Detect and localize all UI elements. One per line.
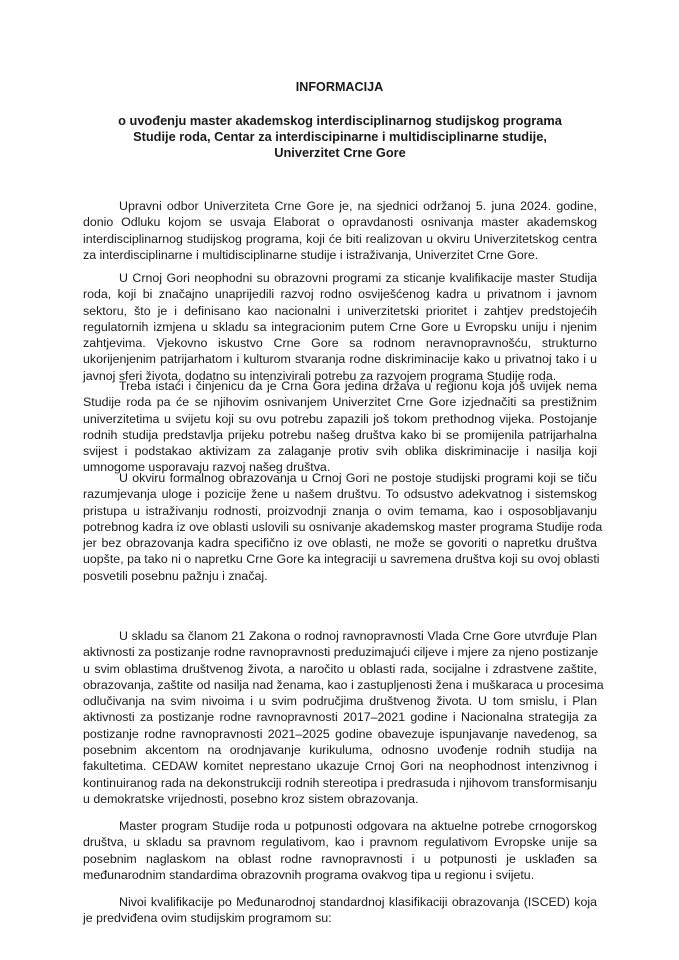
subtitle-line: Studije roda, Centar za interdiscipinarne i multidisciplinarne studije, — [133, 129, 547, 144]
document-subtitle — [60, 113, 620, 161]
paragraph-line: za interdisciplinarne i multidisciplinarne studije i istraživanja, Univerzitet Crne Gore. — [83, 247, 539, 262]
paragraph-line: obrazovanja, zaštite od nasilja nad ženama, kao i zastupljenosti žena i muškaraca u procesima — [83, 677, 604, 692]
paragraph-line: Studije roda pa će se njihovim osnivanjem Univerzitet Crne Gore izjednačiti sa prestižnim — [83, 395, 597, 410]
paragraph-line: svijest i podstakao aktivizam za zalaganje protiv svih oblika diskriminacije i nasilja koji — [83, 444, 597, 459]
paragraph-line: u demokratske vrijednosti, posebno kroz sistem obrazovanja. — [83, 791, 419, 806]
subtitle-line: Univerzitet Crne Gore — [274, 145, 406, 160]
paragraph-line: odlučivanja na svim nivoima i u svim područjima društvenog života. U tom smislu, i Plan — [83, 694, 597, 709]
paragraph-line: U skladu sa članom 21 Zakona o rodnoj ravnopravnosti Vlada Crne Gore utvrđuje Plan — [119, 629, 597, 643]
paragraph-line: postizanje rodne ravnopravnosti 2021–2025 godine obavezuje ispunjavanje navedenog, sa — [83, 726, 597, 741]
paragraph-line: univerzitetima u svijetu koji su ovu potrebu zapazili još tokom prethodnog vijeka. Postojanje — [83, 411, 597, 426]
paragraph-line: u svim oblastima društvenog života, a naročito u oblasti rada, socijalne i zdrastvene zaštite, — [83, 661, 597, 676]
paragraph-line: razumjevanja uloge i pozicije žene u našem društvu. To odsustvo adekvatnog i sistemskog — [83, 487, 597, 502]
document-title: INFORMACIJA — [295, 80, 384, 94]
paragraph-line: Treba istaći i činjenicu da je Crna Gora jedina država u regionu koja još uvijek nema — [119, 379, 597, 393]
paragraph-line: javnoj sferi života, dodatno su intenzivirali potrebu za razvojem programa Studije roda. — [83, 368, 557, 383]
paragraph — [83, 270, 597, 384]
paragraph — [83, 198, 597, 263]
paragraph-line: U okviru formalnog obrazovanja u Crnoj Gori ne postoje studijski programi koji se tiču — [119, 471, 597, 485]
paragraph-line: zahtjevima. Vjekovno iskustvo Crne Gore sa rodnom neravnopravnošću, strukturno — [83, 336, 597, 351]
paragraph-line: U Crnoj Gori neophodni su obrazovni programi za sticanje kvalifikacije master Studija — [119, 271, 597, 285]
paragraph-line: sektoru, što je i definisano kao nacionalni i univerzitetski prioritet i zahtjev predstojećih — [83, 303, 597, 318]
paragraph-line: umnogome usporavaju razvoj našeg društva. — [83, 460, 331, 475]
paragraph-line: uopšte, pa tako ni o napretku Crne Gore ka integraciji u savremena društva koji su ovoj oblasti — [83, 552, 600, 567]
paragraph-line: jer bez obrazovanja kadra specifično iz ove oblasti, ne može se govoriti o napretku društva — [83, 536, 597, 551]
paragraph-line: potrebnog kadra iz ove oblasti uslovili su osnivanje akademskog master programa Studije roda — [83, 519, 603, 534]
paragraph-line: rodnih studija predstavlja prijeku potrebu našeg društva kako bi se promijenila patrijarhalna — [83, 427, 597, 442]
paragraph-line: posebnim naglaskom na oblast rodne ravnopravnosti i u potpunosti je usklađen sa — [83, 851, 597, 866]
paragraph-line: aktivnosti za postizanje rodne ravnopravnosti preduzimajući ciljeve i mjere za njeno postizanje — [83, 645, 599, 660]
paragraph — [83, 894, 597, 927]
paragraph-line: roda, koji bi značajno unaprijedili razvoj rodno osviješćenog kadra u privatnom i javnom — [83, 287, 597, 302]
paragraph-line: Upravni odbor Univerziteta Crne Gore je, na sjednici održanoj 5. juna 2024. godine, — [119, 199, 597, 213]
paragraph-line: regulatornih izmjena u skladu sa integracionim putem Crne Gore u Evropsku uniju i njenim — [83, 319, 597, 334]
paragraph-line: aktivnosti za postizanje rodne ravnopravnosti 2017–2021 godine i Nacionalna strategija za — [83, 710, 597, 725]
paragraph — [83, 378, 597, 476]
paragraph — [83, 470, 603, 584]
paragraph-line: je predviđena ovim studijskim programom su: — [83, 911, 332, 926]
paragraph-line: interdisciplinarnog studijskog programa, koji će biti realizovan u okviru Univerzitetskog centra — [83, 231, 597, 246]
paragraph-line: društva, u skladu sa pravnom regulativom, kao i pravnom regulativom Evropske unije sa — [83, 835, 597, 850]
paragraph-line: donio Odluku kojom se usvaja Elaborat o opravdanosti osnivanja master akademskog — [83, 215, 597, 230]
paragraph-line: posebnim akcentom na orodnjavanje kurikuluma, odnosno uvođenje rodnih studija na — [83, 743, 597, 758]
paragraph-line: posvetili posebnu pažnju i značaj. — [83, 568, 268, 583]
paragraph-line: pristupa u istraživanju rodnosti, proizvodnji znanja o ovim temama, kao i osposobljavanju — [83, 503, 597, 518]
paragraph-line: kontinuiranog rada na dekonstrukciji rodnih stereotipa i predrasuda i njihovom transformisanju — [83, 775, 597, 790]
subtitle-line: o uvođenju master akademskog interdisciplinarnog studijskog programa — [118, 113, 562, 128]
paragraph — [83, 818, 597, 883]
paragraph-line: fakultetima. CEDAW komitet neprestano ukazuje Crnoj Gori na neophodnost intenzivnog i — [83, 759, 597, 774]
paragraph-line: Nivoi kvalifikacije po Međunarodnoj standardnoj klasifikaciji obrazovanja (ISCED) koja — [119, 895, 597, 909]
paragraph-line: Master program Studije roda u potpunosti odgovara na aktuelne potrebe crnogorskog — [119, 819, 597, 833]
paragraph-line: ukorijenjenim patrijarhatom i kulturom stvaranja rodne diskriminacije kako u privatnoj tako i u — [83, 352, 597, 367]
paragraph — [83, 628, 604, 807]
paragraph-line: međunarodnim standardima obrazovnih programa ovakvog tipa u regionu i svijetu. — [83, 867, 535, 882]
